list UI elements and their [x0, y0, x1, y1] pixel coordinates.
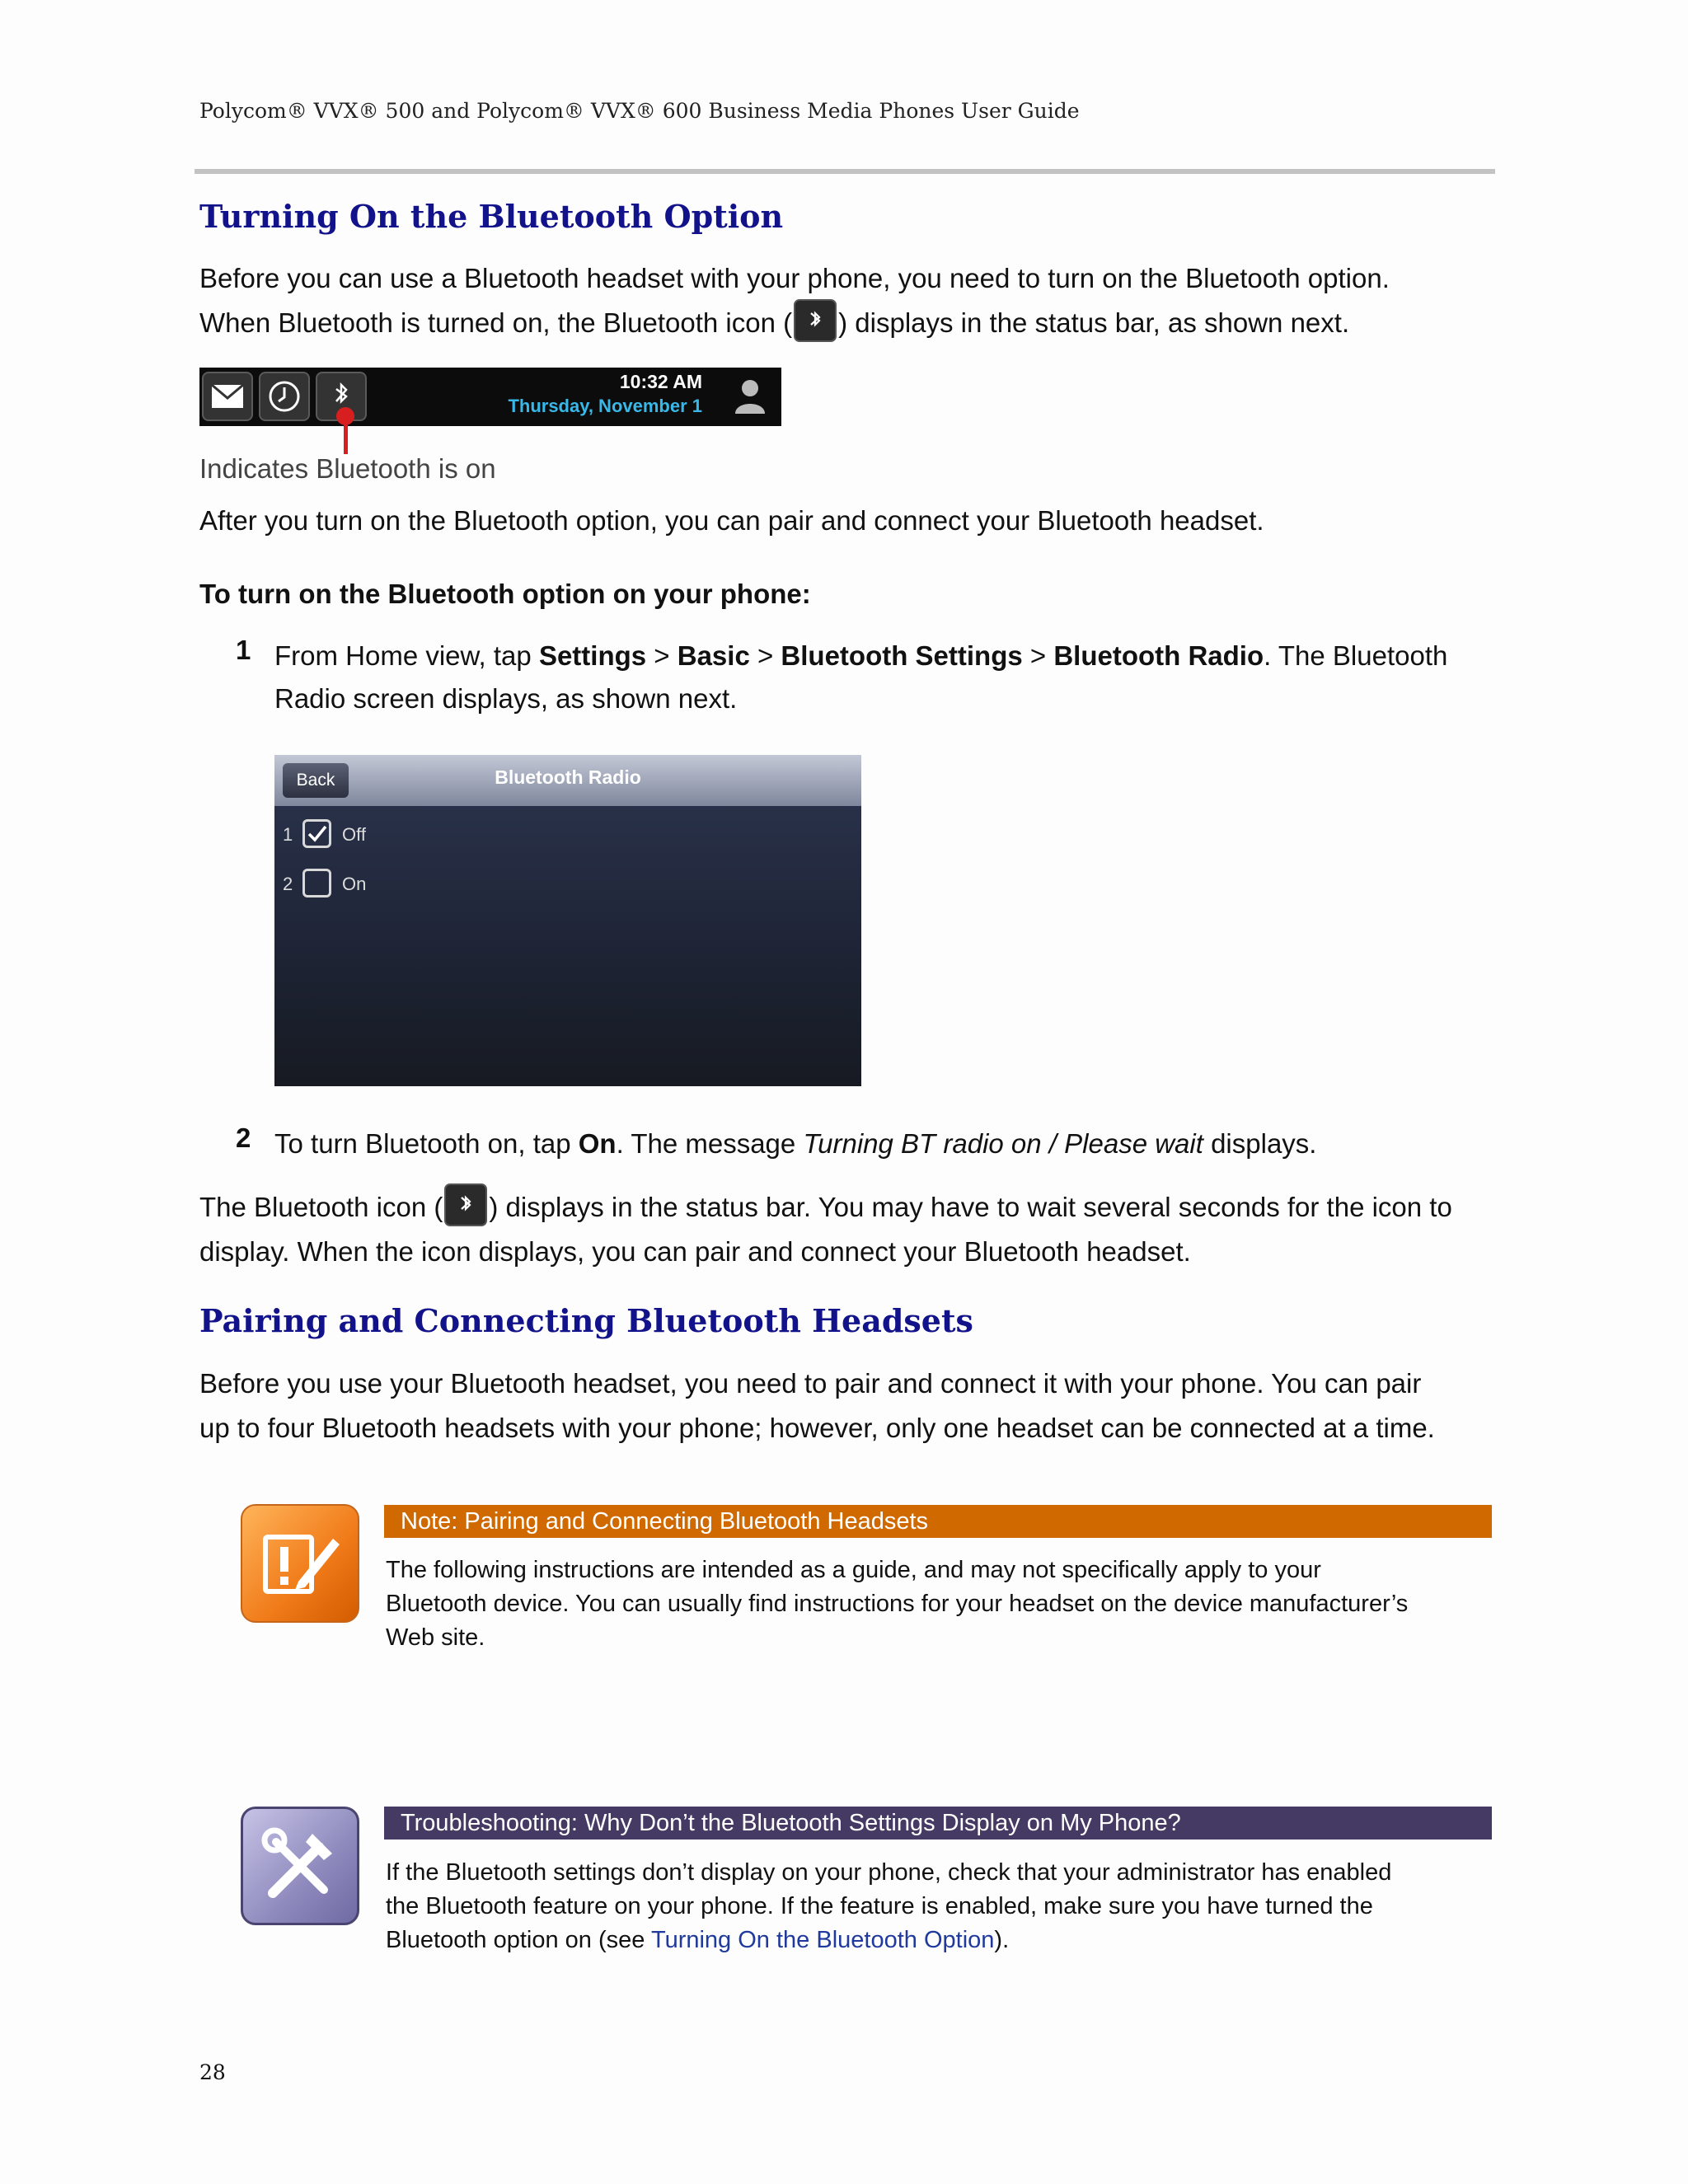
step-2-text	[274, 1122, 1494, 1165]
checkbox-checked[interactable]	[302, 819, 331, 848]
troubleshooting-body	[386, 1856, 1490, 1957]
menu-settings: Settings	[538, 640, 647, 671]
clock-icon	[259, 372, 310, 421]
option-number: 2	[283, 874, 293, 894]
turning-on-bluetooth-link[interactable]: Turning On the Bluetooth Option	[650, 1927, 995, 1953]
intro-paragraph	[199, 256, 1518, 345]
header-divider	[195, 169, 1495, 174]
section-title-turning-on-bluetooth: Turning On the Bluetooth Option	[199, 198, 784, 235]
procedure-title: To turn on the Bluetooth option on your phone:	[199, 579, 811, 609]
step-1-number: 1	[236, 635, 251, 665]
checkbox-unchecked[interactable]	[302, 869, 331, 898]
intro-line-2-start: When Bluetooth is turned on, the Bluetooth icon (	[199, 307, 793, 338]
pairing-line-1: Before you use your Bluetooth headset, you need to pair and connect it with your phone. You can pair	[199, 1368, 1422, 1399]
step-1-line-2: Radio screen displays, as shown next.	[274, 683, 738, 714]
intro-line-2	[199, 301, 1518, 345]
pairing-line-2: up to four Bluetooth headsets with your phone; however, only one headset can be connected at a time.	[199, 1413, 1435, 1443]
bluetooth-radio-screenshot	[274, 755, 861, 1086]
troubleshooting-heading: Troubleshooting: Why Don’t the Bluetooth Settings Display on My Phone?	[384, 1807, 1492, 1840]
step-1-line-1	[274, 635, 1494, 677]
after-text: After you turn on the Bluetooth option, you can pair and connect your Bluetooth headset.	[199, 505, 1264, 536]
status-date: Thursday, November 1	[508, 396, 702, 416]
result-paragraph	[199, 1185, 1518, 1274]
step-2-intro: To turn Bluetooth on, tap	[274, 1128, 579, 1159]
running-header: Polycom® VVX® 500 and Polycom® VVX® 600 Business Media Phones User Guide	[199, 99, 1080, 123]
troubleshooting-line-3-start: Bluetooth option on (see	[386, 1927, 651, 1953]
step-1-intro: From Home view, tap	[274, 640, 539, 671]
step-1-tail: . The Bluetooth	[1264, 640, 1448, 671]
intro-line-1: Before you can use a Bluetooth headset with your phone, you need to turn on the Bluetooth option.	[199, 263, 1390, 293]
status-message: Turning BT radio on / Please wait	[803, 1128, 1203, 1159]
troubleshooting-line-3	[386, 1924, 1490, 1957]
result-line-1	[199, 1185, 1518, 1230]
on-option: On	[578, 1128, 617, 1159]
option-label: On	[342, 874, 367, 894]
user-icon	[734, 377, 767, 418]
note-line-2: Bluetooth device. You can usually find instructions for your headset on the device manufacturer’s	[386, 1591, 1409, 1617]
note-line-1: The following instructions are intended as a guide, and may not specifically apply to your	[386, 1557, 1321, 1583]
phone-title-bar	[274, 755, 861, 806]
option-number: 1	[283, 824, 293, 845]
phone-screen-title: Bluetooth Radio	[495, 766, 641, 788]
troubleshooting-line-1: If the Bluetooth settings don’t display on your phone, check that your administrator has enabled	[386, 1859, 1392, 1886]
bluetooth-icon	[444, 1183, 487, 1226]
callout-caption: Indicates Bluetooth is on	[199, 453, 496, 484]
option-on[interactable]	[274, 862, 861, 903]
result-line-1-end: ) displays in the status bar. You may have to wait several seconds for the icon to	[489, 1192, 1452, 1222]
status-time: 10:32 AM	[619, 371, 702, 392]
bluetooth-icon	[794, 299, 837, 342]
menu-bluetooth-settings: Bluetooth Settings	[781, 640, 1023, 671]
option-label: Off	[342, 824, 366, 845]
separator: >	[749, 640, 781, 671]
note-icon	[241, 1504, 359, 1623]
step-2-mid: . The message	[616, 1128, 804, 1159]
status-bar-screenshot	[199, 368, 781, 426]
result-line-2: display. When the icon displays, you can pair and connect your Bluetooth headset.	[199, 1236, 1191, 1267]
troubleshooting-line-2: the Bluetooth feature on your phone. If the feature is enabled, make sure you have turned the	[386, 1893, 1373, 1919]
step-1-text	[274, 635, 1494, 720]
separator: >	[646, 640, 678, 671]
note-body	[386, 1554, 1490, 1655]
menu-bluetooth-radio: Bluetooth Radio	[1053, 640, 1264, 671]
callout-dot	[336, 407, 354, 425]
separator: >	[1022, 640, 1054, 671]
pairing-paragraph	[199, 1361, 1518, 1451]
option-off[interactable]	[274, 813, 861, 854]
section-title-pairing: Pairing and Connecting Bluetooth Headsets	[199, 1302, 973, 1339]
back-button[interactable]: Back	[283, 763, 349, 798]
tools-icon	[241, 1807, 359, 1925]
intro-line-2-end: ) displays in the status bar, as shown next.	[838, 307, 1350, 338]
troubleshooting-line-3-end: ).	[994, 1927, 1010, 1953]
note-line-3: Web site.	[386, 1624, 485, 1651]
mail-icon	[202, 372, 253, 421]
menu-basic: Basic	[677, 640, 750, 671]
result-line-1-start: The Bluetooth icon (	[199, 1192, 443, 1222]
page-number: 28	[199, 2060, 226, 2084]
step-2-tail: displays.	[1203, 1128, 1317, 1159]
note-heading: Note: Pairing and Connecting Bluetooth Headsets	[384, 1505, 1492, 1538]
step-2-number: 2	[236, 1122, 251, 1153]
